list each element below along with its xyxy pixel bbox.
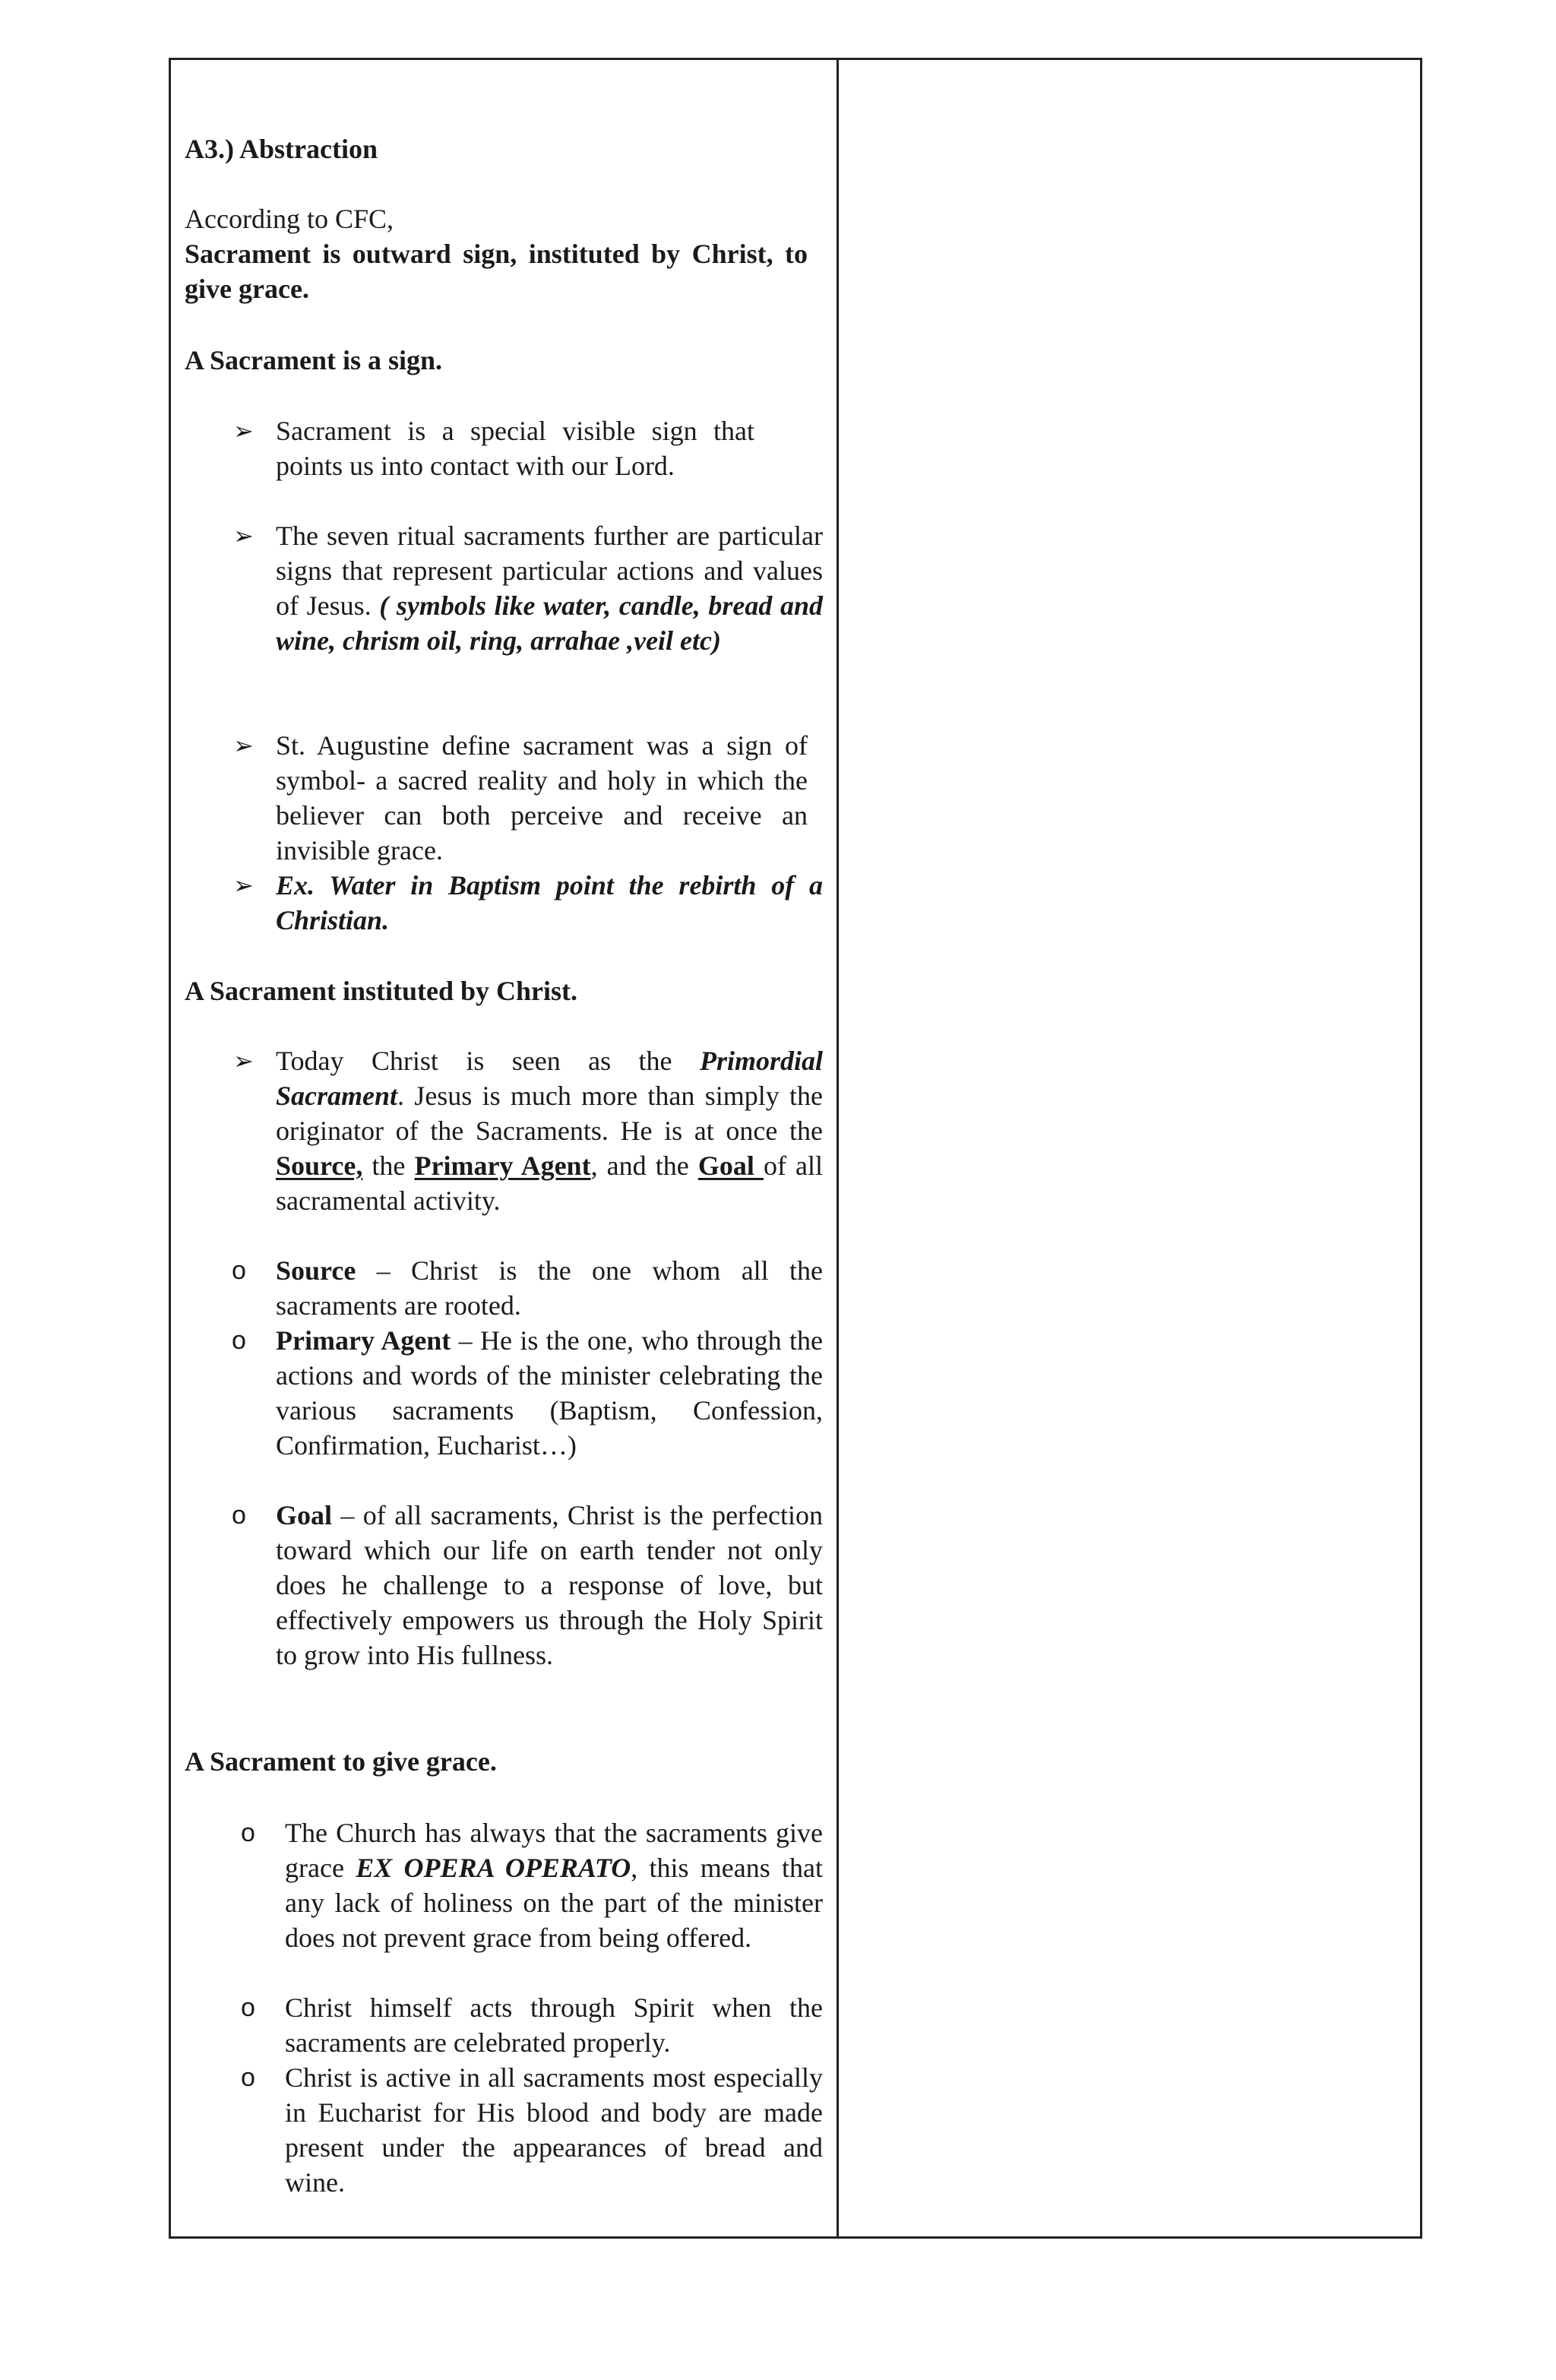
instituted-text: . Jesus is much more than simply the originator of the Sacraments. He is at once the: [276, 1081, 823, 1146]
grace-item-1: [285, 1815, 823, 1955]
symbols-examples: ( symbols like water, candle, bread and wine, chrism oil, ring, arrahae ,veil etc): [276, 590, 823, 656]
arrow-bullet-icon: ➢: [233, 416, 254, 445]
primary-agent-item: [276, 1323, 823, 1463]
circle-bullet-icon: o: [232, 1256, 246, 1285]
sign-bullet-2-text: The seven ritual sacraments further are particular signs that represent particular actions and values of Jesus.: [276, 521, 823, 621]
intro-text: According to CFC,: [185, 204, 394, 234]
instituted-text: Today Christ is seen as the: [276, 1046, 700, 1076]
goal-item: [276, 1498, 823, 1673]
goal-description: – of all sacraments, Christ is the perfection toward which our life on earth tender not only does he challenge to a response of love, but effectively empowers us through the Holy Spirit to grow into His fullness.: [276, 1500, 823, 1670]
grace-text: , this means that any lack of holiness on the part of the minister does not prevent grace from being offered.: [285, 1853, 823, 1953]
sign-bullet-4: Ex. Water in Baptism point the rebirth of a Christian.: [276, 870, 823, 935]
circle-bullet-icon: o: [232, 1326, 246, 1355]
grace-item-3: Christ is active in all sacraments most especially in Eucharist for His blood and body are made present under the appearances of bread and wine.: [285, 2062, 823, 2198]
lesson-table: [169, 58, 1422, 2239]
arrow-bullet-icon: ➢: [233, 731, 254, 760]
instituted-text: of all sacramental activity.: [276, 1150, 824, 1216]
ex-opera-operato: EX OPERA OPERATO: [356, 1853, 631, 1883]
source-term: Source,: [276, 1150, 363, 1181]
sacrament-definition: Sacrament is outward sign, instituted by Christ, to give grace.: [185, 239, 808, 304]
circle-bullet-icon: o: [232, 1501, 246, 1530]
source-label: Source: [276, 1255, 356, 1286]
empty-cell: [839, 60, 1420, 2236]
content-cell: [171, 60, 837, 2236]
arrow-bullet-icon: ➢: [233, 871, 254, 900]
primordial-sacrament: Primordial Sacrament: [276, 1046, 823, 1111]
grace-text: The Church has always that the sacraments give grace: [285, 1818, 823, 1883]
circle-bullet-icon: o: [241, 2063, 255, 2092]
arrow-bullet-icon: ➢: [233, 521, 254, 550]
instituted-text: the: [362, 1150, 415, 1181]
sign-bullet-2: [276, 518, 823, 658]
primary-agent-description: – He is the one, who through the actions and words of the minister celebrating the various sacraments (Baptism, Confession, Confirmation, Eucharist…): [276, 1325, 824, 1461]
arrow-bullet-icon: ➢: [233, 1046, 254, 1075]
subheading-sign: A Sacrament is a sign.: [185, 345, 443, 375]
section-heading: A3.) Abstraction: [185, 134, 378, 164]
instituted-paragraph: [276, 1043, 823, 1218]
circle-bullet-icon: o: [241, 1818, 255, 1847]
instituted-text: , and the: [590, 1150, 698, 1181]
primary-agent-label: Primary Agent: [276, 1325, 451, 1356]
sign-bullet-3: St. Augustine define sacrament was a sign of symbol- a sacred reality and holy in which the believer can both perceive and receive an invisible grace.: [276, 730, 808, 866]
goal-term: Goal: [697, 1150, 764, 1181]
primary-agent-term: Primary Agent: [414, 1150, 591, 1181]
circle-bullet-icon: o: [241, 1993, 255, 2022]
subheading-instituted: A Sacrament instituted by Christ.: [185, 976, 578, 1006]
sign-bullet-1: Sacrament is a special visible sign that points us into contact with our Lord.: [276, 416, 754, 481]
subheading-grace: A Sacrament to give grace.: [185, 1746, 497, 1777]
grace-item-2: Christ himself acts through Spirit when the sacraments are celebrated properly.: [285, 1992, 823, 2058]
goal-label: Goal: [276, 1500, 333, 1530]
source-item: [276, 1253, 823, 1323]
source-description: – Christ is the one whom all the sacraments are rooted.: [276, 1255, 823, 1321]
